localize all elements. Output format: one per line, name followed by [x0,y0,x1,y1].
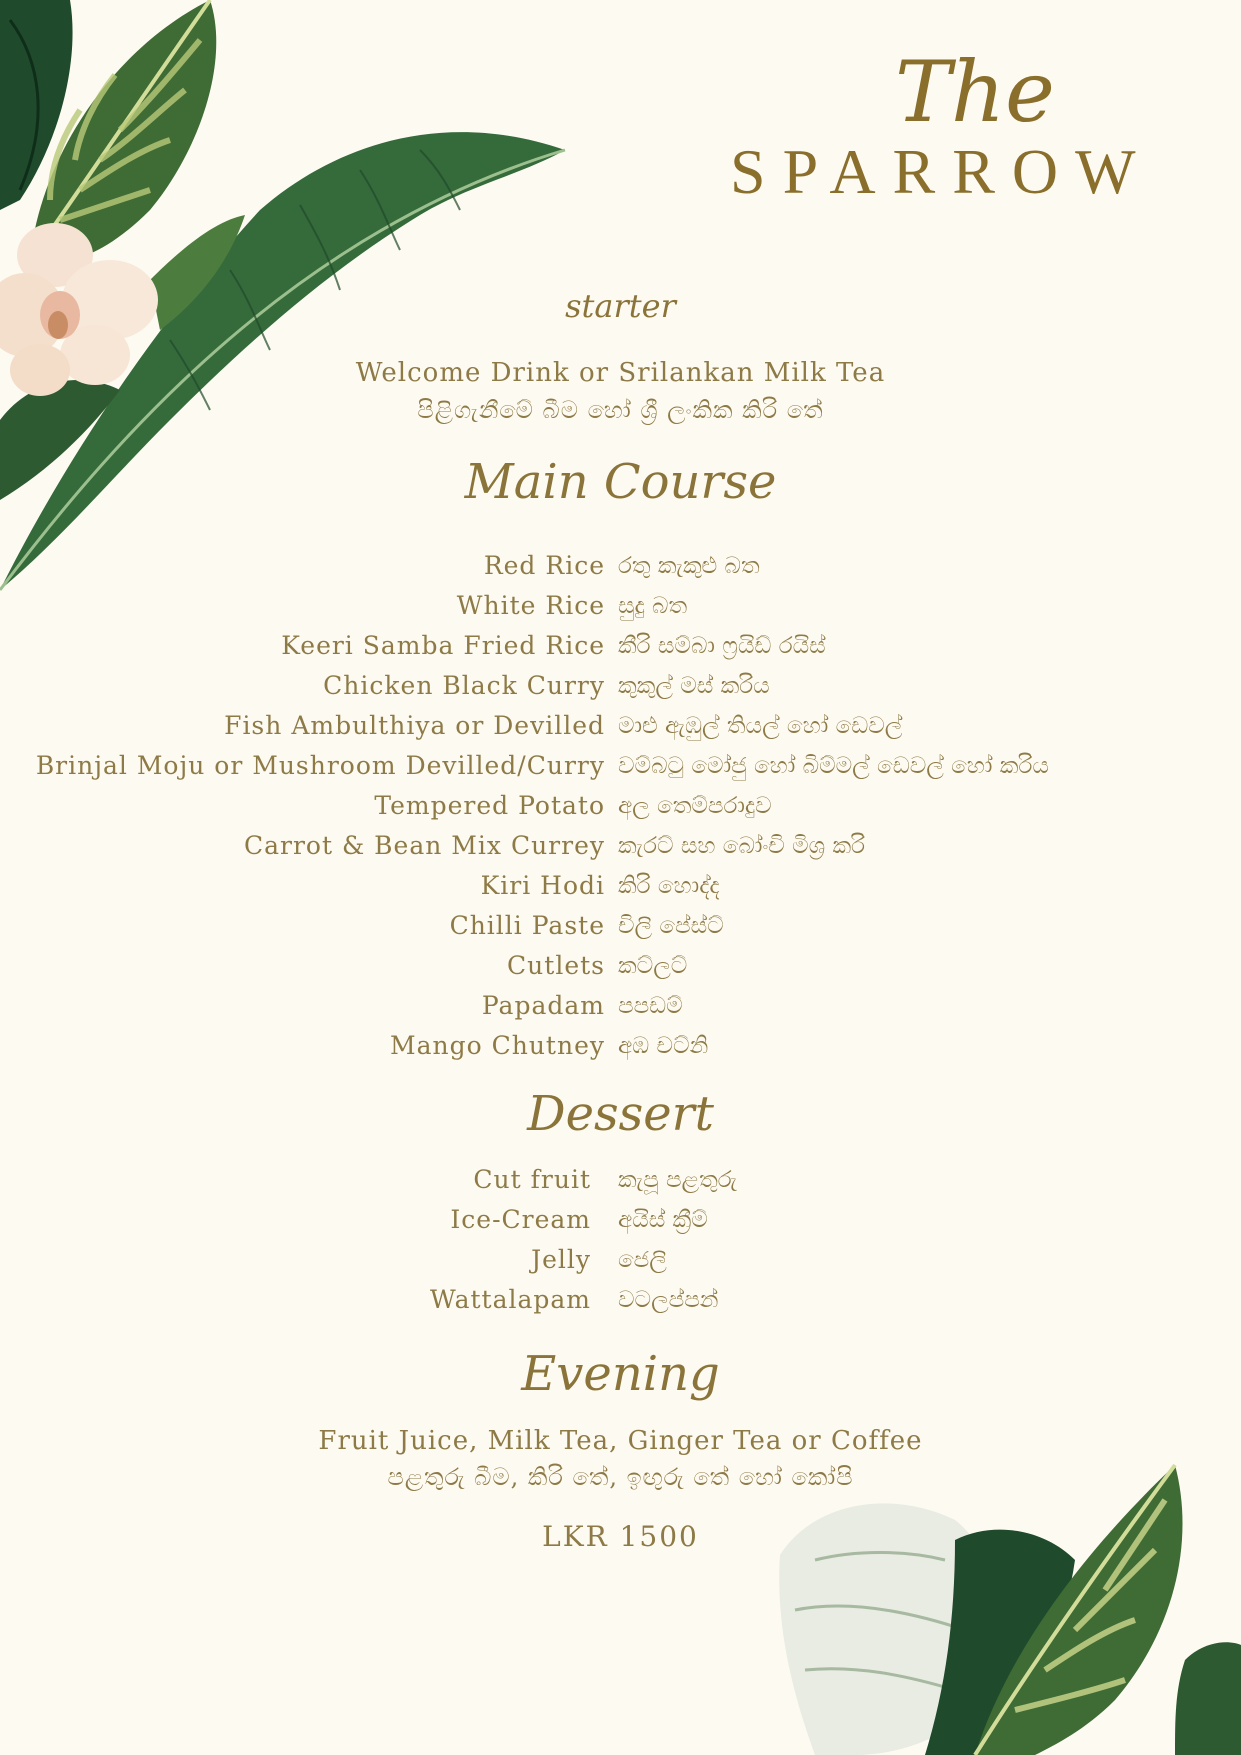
starter-line-en: Welcome Drink or Srilankan Milk Tea [355,358,886,388]
item-en: Tempered Potato [374,791,605,820]
item-en: White Rice [456,591,605,620]
item-si: කිරි හොද්ද [618,873,720,899]
brand-name: SPARROW [730,136,1153,207]
starter-line-si: පිළිගැනීමේ බීම හෝ ශ්‍රී ලංකික කිරි තේ [417,396,824,424]
menu-item [0,1026,1241,1066]
item-si: මාළු ඇඹුල් තියල් හෝ ඩෙවල් [618,713,903,739]
menu-item [0,706,1241,746]
menu-item [0,946,1241,986]
item-en: Brinjal Moju or Mushroom Devilled/Curry [35,751,605,780]
menu-item [0,1240,1241,1280]
menu-item [0,626,1241,666]
item-en: Red Rice [483,551,605,580]
item-en: Cut fruit [473,1165,591,1194]
item-si: අඹ චට්නි [618,1033,709,1059]
menu-item [0,546,1241,586]
menu-item [0,1280,1241,1320]
menu-item [0,1160,1241,1200]
item-en: Kiri Hodi [480,871,605,900]
brand-the: The [895,43,1055,141]
menu-item [0,986,1241,1026]
item-en: Wattalapam [430,1285,591,1314]
item-en: Chicken Black Curry [323,671,605,700]
item-si: අල තෙම්පරාදුව [618,793,772,819]
menu-item [0,666,1241,706]
item-si: පපඩම් [618,993,683,1019]
item-si: කට්ලට් [618,953,688,979]
tropical-leaves-bottom-right-icon [775,1460,1241,1755]
item-en: Chilli Paste [449,911,605,940]
price: LKR 1500 [542,1520,699,1553]
menu-item [0,866,1241,906]
evening-heading: Evening [521,1346,720,1402]
item-si: වම්බටු මෝජු හෝ බිම්මල් ඩෙවල් හෝ කරිය [618,753,1049,779]
item-en: Mango Chutney [389,1031,605,1060]
item-en: Papadam [481,991,605,1020]
item-si: කුකුල් මස් කරිය [618,673,770,699]
evening-line-en: Fruit Juice, Milk Tea, Ginger Tea or Coffee [318,1426,923,1456]
item-en: Keeri Samba Fried Rice [281,631,605,660]
menu-item [0,786,1241,826]
menu-item [0,746,1241,786]
item-si: ජෙලි [618,1247,667,1273]
main-course-heading: Main Course [464,454,777,510]
item-si: වටලප්පන් [618,1287,719,1313]
item-en: Ice-Cream [450,1205,591,1234]
item-en: Carrot & Bean Mix Currey [244,831,605,860]
item-en: Cutlets [507,951,605,980]
menu-item [0,586,1241,626]
item-si: චිලි පේස්ට් [618,913,724,939]
item-si: කීරි සම්බා ෆ්‍රයිඩ් රයිස් [618,633,826,659]
evening-line-si: පළතුරු බීම, කිරි තේ, ඉඟුරු තේ හෝ කෝපි [387,1463,854,1491]
item-si: කැපූ පළතුරු [618,1167,737,1193]
item-si: අයිස් ක්‍රීම් [618,1207,708,1233]
menu-item [0,826,1241,866]
item-si: කැරට් සහ බෝංචි මිශ්‍ර කරි [618,833,866,859]
dessert-heading: Dessert [527,1086,714,1142]
menu-item [0,906,1241,946]
item-si: සුදු බත [618,593,688,619]
starter-heading: starter [565,287,676,325]
item-en: Fish Ambulthiya or Devilled [224,711,605,740]
item-en: Jelly [531,1245,591,1274]
item-si: රතු කැකුළු බත [618,553,760,579]
menu-item [0,1200,1241,1240]
